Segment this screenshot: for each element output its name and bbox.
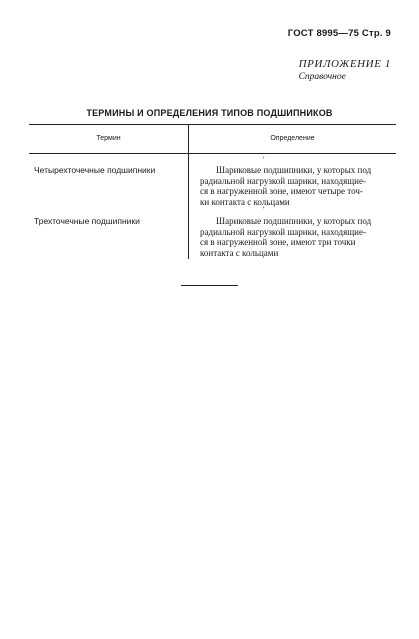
- terms-table: [29, 124, 396, 259]
- table-top-rule: [29, 124, 396, 125]
- column-header-definition: Определение: [270, 135, 315, 142]
- table-header-rule: [29, 153, 396, 154]
- page-header: ГОСТ 8995—75 Стр. 9: [287, 28, 391, 39]
- footer-rule: [181, 285, 238, 286]
- definition-line: радиальной нагрузкой шарики, находящие-: [200, 226, 366, 237]
- definition-line: Шариковые подшипники, у которых под: [216, 216, 372, 226]
- appendix-title: ПРИЛОЖЕНИЕ 1: [298, 58, 391, 70]
- definition-line: ся в нагруженной зоне, имеют три точки: [200, 237, 356, 247]
- definition-line: контакта с кольцами: [200, 247, 279, 258]
- definition-three-point: [200, 216, 396, 258]
- definition-line: ся в нагруженной зоне, имеют четыре точ-: [200, 186, 363, 196]
- table-column-divider: [188, 124, 189, 259]
- appendix-subtitle: Справочное: [298, 72, 346, 82]
- definition-four-point: [200, 165, 396, 207]
- appendix-block: [299, 58, 391, 82]
- section-title: ТЕРМИНЫ И ОПРЕДЕЛЕНИЯ ТИПОВ ПОДШИПНИКОВ: [86, 108, 333, 118]
- print-mark: ': [263, 205, 265, 214]
- term-four-point: Четырехточечные подшипники: [34, 165, 156, 175]
- definition-line: Шариковые подшипники, у которых под: [216, 165, 372, 175]
- print-mark: ': [263, 155, 265, 164]
- column-header-term: Термин: [96, 135, 121, 142]
- definition-line: радиальной нагрузкой шарики, находящие-: [200, 175, 366, 186]
- definition-line: ки контакта с кольцами: [200, 196, 290, 207]
- term-three-point: Трехточечные подшипники: [34, 216, 140, 226]
